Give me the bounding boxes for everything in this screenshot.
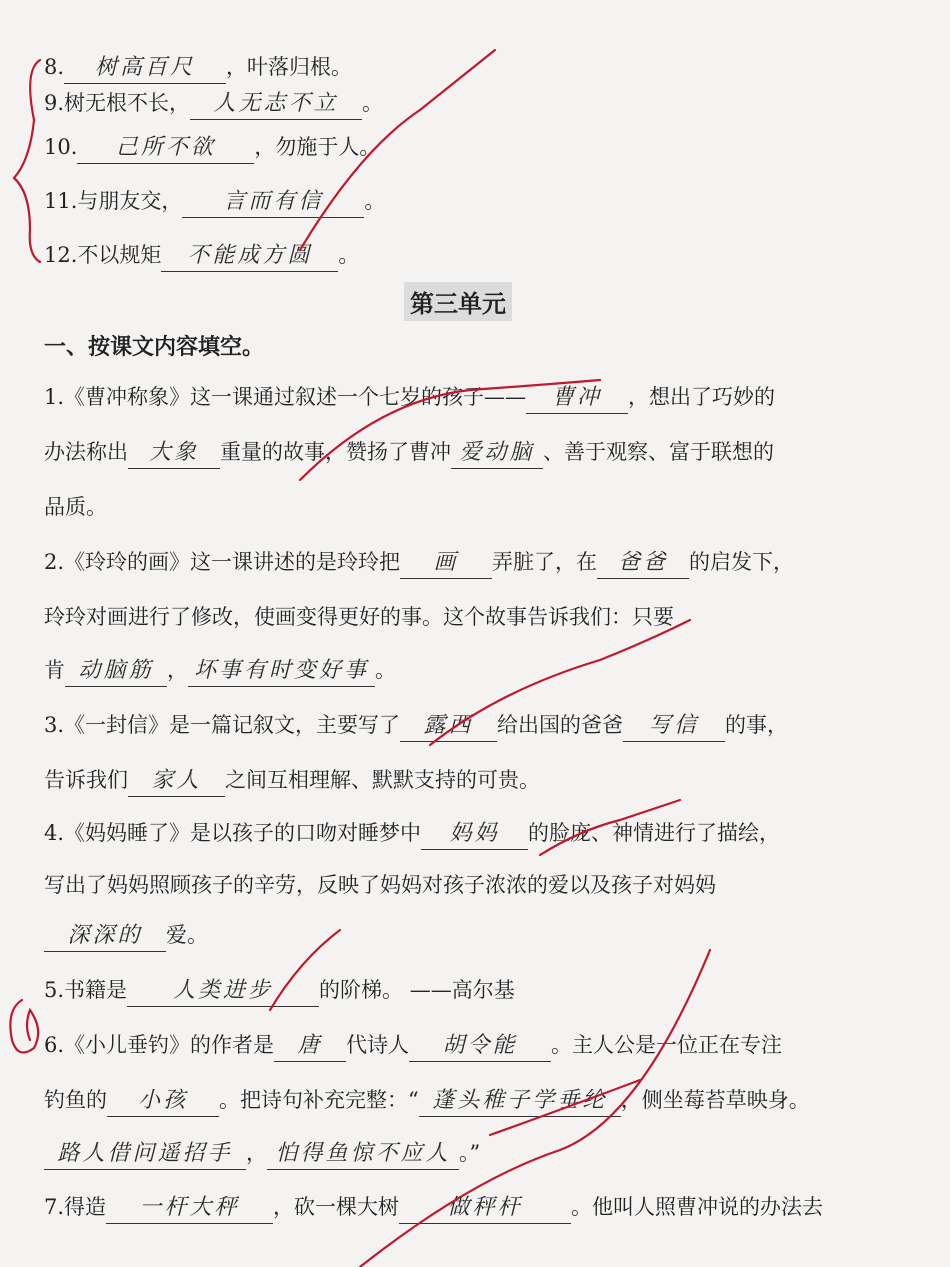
q6-line-2: 钓鱼的 小孩 。把诗句补充完整：“ 蓬头稚子学垂纶 ，侧坐莓苔草映身。 xyxy=(44,1085,910,1117)
answer-blank: 言而有信 xyxy=(182,187,364,218)
answer-blank: 动脑筋 xyxy=(65,656,167,687)
q4-line-3: 深深的 爱。 xyxy=(44,920,910,952)
q1-line-1: 1.《曹冲称象》这一课通过叙述一个七岁的孩子—— 曹冲 ，想出了巧妙的 xyxy=(44,382,910,414)
q2-line-3: 肯 动脑筋 ， 坏事有时变好事 。 xyxy=(44,655,910,687)
answer-blank: 树高百尺 xyxy=(64,53,226,84)
answer-blank: 胡令能 xyxy=(409,1031,551,1062)
item-9: 9.树无根不长， 人无志不立 。 xyxy=(44,88,910,120)
answer-blank: 一杆大秤 xyxy=(106,1193,273,1224)
unit-title: 第三单元 xyxy=(404,282,512,321)
q6-line-3: 路人借问遥招手 ， 怕得鱼惊不应人 。” xyxy=(44,1138,910,1170)
q1-line-3: 品质。 xyxy=(44,495,107,519)
answer-blank: 爸爸 xyxy=(597,548,689,579)
answer-blank: 人无志不立 xyxy=(190,89,362,120)
answer-blank: 大象 xyxy=(128,438,220,469)
answer-blank: 己所不欲 xyxy=(77,133,254,164)
answer-blank: 妈妈 xyxy=(421,819,528,850)
item-11: 11.与朋友交， 言而有信 。 xyxy=(44,186,910,218)
q3-line-2: 告诉我们 家人 之间互相理解、默默支持的可贵。 xyxy=(44,765,910,797)
q3-line-1: 3.《一封信》是一篇记叙文，主要写了 露西 给出国的爸爸 写信 的事， xyxy=(44,710,910,742)
answer-blank: 怕得鱼惊不应人 xyxy=(267,1139,459,1170)
answer-blank: 小孩 xyxy=(107,1086,219,1117)
q2-line-1: 2.《玲玲的画》这一课讲述的是玲玲把 画 弄脏了，在 爸爸 的启发下， xyxy=(44,547,910,579)
item-10: 10. 己所不欲 ，勿施于人。 xyxy=(44,132,910,164)
q4-line-2: 写出了妈妈照顾孩子的辛劳，反映了妈妈对孩子浓浓的爱以及孩子对妈妈 xyxy=(44,873,716,897)
answer-blank: 蓬头稚子学垂纶 xyxy=(419,1086,621,1117)
q5-line-1: 5.书籍是 人类进步 的阶梯。 ——高尔基 xyxy=(44,975,910,1007)
score-mark xyxy=(10,1000,38,1053)
answer-blank: 坏事有时变好事 xyxy=(188,656,375,687)
q6-line-1: 6.《小儿垂钓》的作者是 唐 代诗人 胡令能 。主人公是一位正在专注 xyxy=(44,1030,910,1062)
answer-blank: 曹冲 xyxy=(526,383,628,414)
answer-blank: 唐 xyxy=(274,1031,346,1062)
q2-line-2: 玲玲对画进行了修改，使画变得更好的事。这个故事告诉我们：只要 xyxy=(44,605,674,629)
answer-blank: 不能成方圆 xyxy=(161,241,338,272)
item-8: 8. 树高百尺 ，叶落归根。 xyxy=(44,52,910,84)
answer-blank: 人类进步 xyxy=(127,976,319,1007)
answer-blank: 深深的 xyxy=(44,921,166,952)
answer-blank: 露西 xyxy=(400,711,497,742)
answer-blank: 路人借问遥招手 xyxy=(44,1139,246,1170)
answer-blank: 爱动脑 xyxy=(451,438,543,469)
answer-blank: 家人 xyxy=(128,766,225,797)
item-12: 12.不以规矩 不能成方圆 。 xyxy=(44,240,910,272)
answer-blank: 写信 xyxy=(623,711,725,742)
q1-line-2: 办法称出 大象 重量的故事，赞扬了曹冲 爱动脑 、善于观察、富于联想的 xyxy=(44,437,910,469)
answer-blank: 画 xyxy=(400,548,492,579)
bracket-mark xyxy=(14,60,40,262)
q7-line-1: 7.得造 一杆大秤 ，砍一棵大树 做秤杆 。他叫人照曹冲说的办法去 xyxy=(44,1192,910,1224)
answer-blank: 做秤杆 xyxy=(399,1193,571,1224)
section-title: 一、按课文内容填空。 xyxy=(44,335,265,360)
q4-line-1: 4.《妈妈睡了》是以孩子的口吻对睡梦中 妈妈 的脸庞、神情进行了描绘， xyxy=(44,818,910,850)
